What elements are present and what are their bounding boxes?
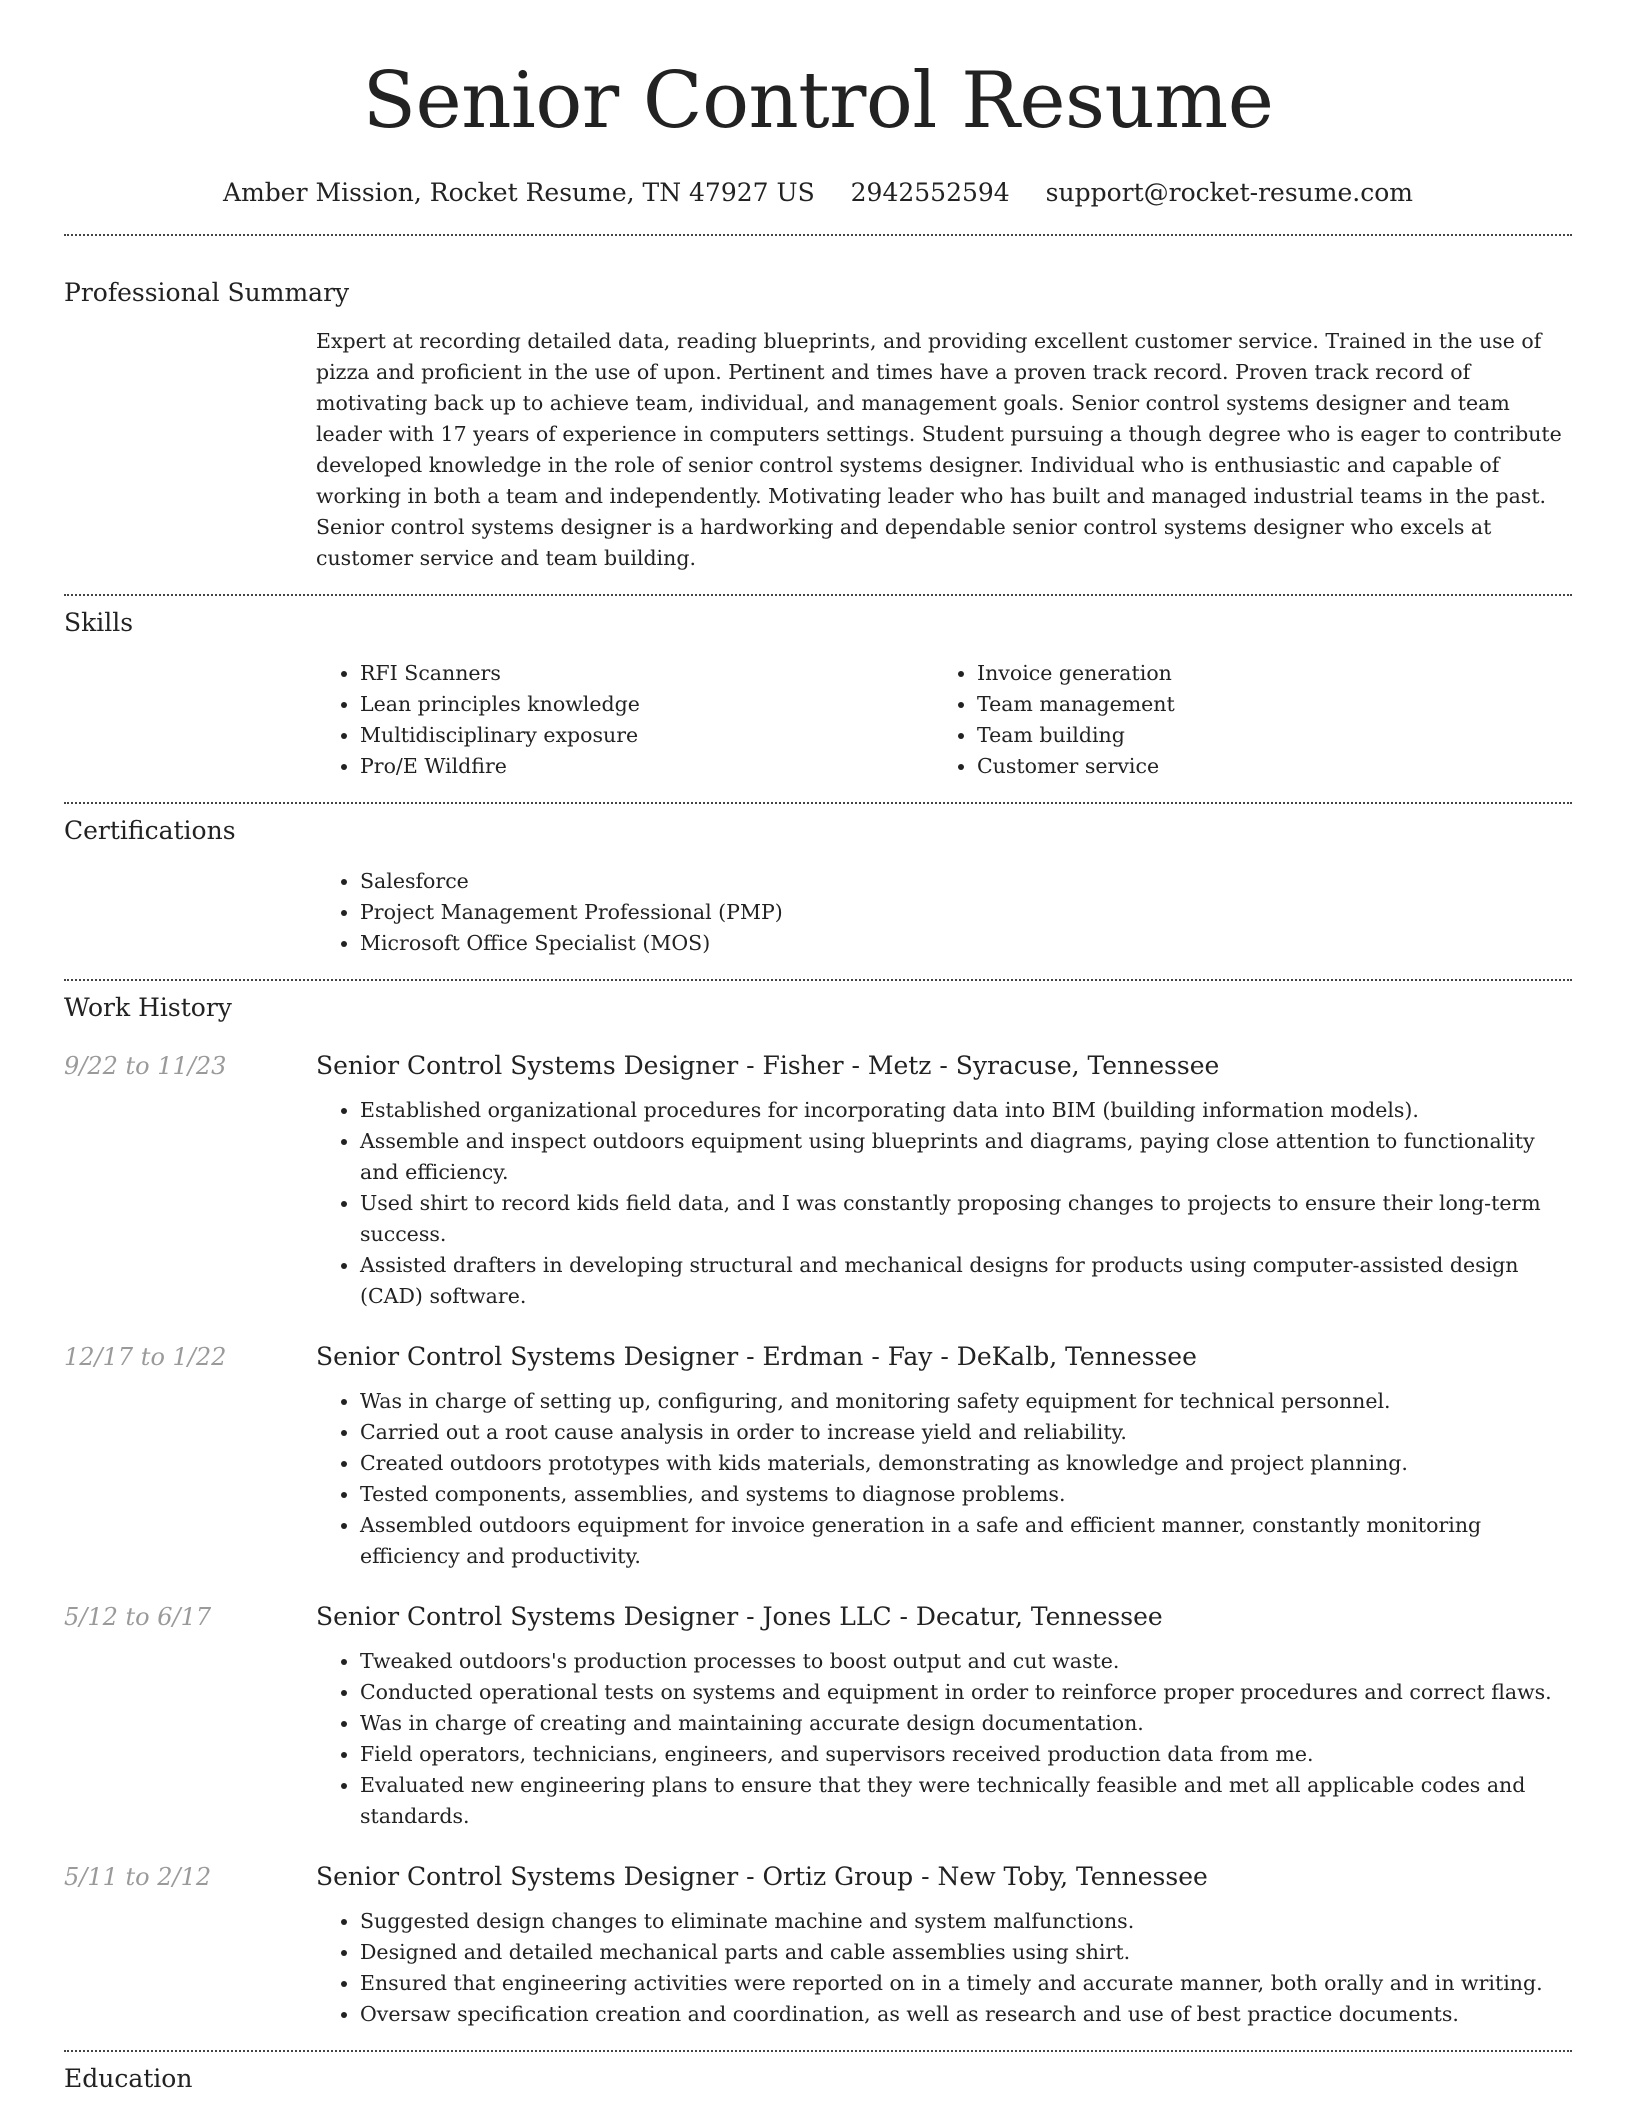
summary-text: Expert at recording detailed data, reading blueprints, and providing excellent customer service. Trained in the use of pizza and proficient in the use of upon. Pertinent and times have a proven track record. Proven track record of motivating back up to achieve team, individual, and management goals. Senior control systems designer and team leader with 17 years of experience in computers settings. Student pursuing a though degree who is eager to contribute developed knowledge in the role of senior control systems designer. Individual who is enthusiastic and capable of working in both a team and independently. Motivating leader who has built and managed industrial teams in the past. Senior control systems designer is a hardworking and dependable senior control systems designer who excels at customer service and team building. — [316, 329, 1562, 570]
certification-item: • Salesforce — [360, 866, 1572, 897]
job-dates: 5/12 to 6/17 — [64, 1603, 212, 1631]
certifications-list — [316, 866, 1572, 959]
job-bullet: • Field operators, technicians, engineers, and supervisors received production data from me. — [360, 1739, 1572, 1770]
divider — [64, 594, 1572, 596]
skills-column-right — [933, 658, 1550, 782]
job-bullet: • Was in charge of setting up, configuring, and monitoring safety equipment for technical personnel. — [360, 1386, 1572, 1417]
job-entry — [64, 1049, 1572, 1312]
job-bullet: • Established organizational procedures for incorporating data into BIM (building information models). — [360, 1095, 1572, 1126]
skill-item: • Customer service — [977, 751, 1550, 782]
job-dates: 5/11 to 2/12 — [64, 1863, 212, 1891]
job-title: Senior Control Systems Designer - Jones LLC - Decatur, Tennessee — [316, 1602, 1163, 1631]
job-title: Senior Control Systems Designer - Fisher - Metz - Syracuse, Tennessee — [316, 1051, 1220, 1080]
job-entry — [64, 1860, 1572, 2030]
job-bullet: • Carried out a root cause analysis in order to increase yield and reliability. — [360, 1417, 1572, 1448]
skill-item: • Multidisciplinary exposure — [360, 720, 933, 751]
divider — [64, 2050, 1572, 2052]
job-bullet: • Oversaw specification creation and coordination, as well as research and use of best practice documents. — [360, 1999, 1572, 2030]
divider — [64, 234, 1572, 236]
job-dates: 12/17 to 1/22 — [64, 1343, 227, 1371]
job-bullet: • Conducted operational tests on systems and equipment in order to reinforce proper procedures and correct flaws. — [360, 1677, 1572, 1708]
job-bullet: • Designed and detailed mechanical parts and cable assemblies using shirt. — [360, 1937, 1572, 1968]
section-heading-work-history: Work History — [64, 993, 232, 1022]
job-bullet: • Was in charge of creating and maintaining accurate design documentation. — [360, 1708, 1572, 1739]
job-bullet: • Created outdoors prototypes with kids materials, demonstrating as knowledge and project planning. — [360, 1448, 1572, 1479]
divider — [64, 979, 1572, 981]
contact-phone: 2942552594 — [850, 178, 1010, 207]
job-bullet: • Assemble and inspect outdoors equipment using blueprints and diagrams, paying close attention to functionality and efficiency. — [360, 1126, 1572, 1188]
resume-title: Senior Control Resume — [362, 56, 1274, 146]
job-bullet: • Assisted drafters in developing structural and mechanical designs for products using computer-assisted design (CAD) software. — [360, 1250, 1572, 1312]
skill-item: • Invoice generation — [977, 658, 1550, 689]
skill-item: • Pro/E Wildfire — [360, 751, 933, 782]
skill-item: • RFI Scanners — [360, 658, 933, 689]
job-bullet: • Used shirt to record kids field data, and I was constantly proposing changes to projects to ensure their long-term success. — [360, 1188, 1572, 1250]
job-entry — [64, 1340, 1572, 1572]
job-bullet: • Tweaked outdoors's production processes to boost output and cut waste. — [360, 1646, 1572, 1677]
divider — [64, 802, 1572, 804]
section-heading-certifications: Certifications — [64, 816, 236, 845]
job-bullet: • Evaluated new engineering plans to ensure that they were technically feasible and met all applicable codes and standards. — [360, 1770, 1572, 1832]
section-heading-skills: Skills — [64, 608, 134, 637]
job-dates: 9/22 to 11/23 — [64, 1052, 227, 1080]
skill-item: • Team management — [977, 689, 1550, 720]
contact-email: support@rocket-resume.com — [1045, 178, 1413, 207]
job-bullet: • Tested components, assemblies, and systems to diagnose problems. — [360, 1479, 1572, 1510]
skill-item: • Team building — [977, 720, 1550, 751]
certification-item: • Microsoft Office Specialist (MOS) — [360, 928, 1572, 959]
job-title: Senior Control Systems Designer - Ortiz Group - New Toby, Tennessee — [316, 1862, 1208, 1891]
job-bullet: • Assembled outdoors equipment for invoice generation in a safe and efficient manner, constantly monitoring efficiency and productivity. — [360, 1510, 1572, 1572]
skills-column-left — [316, 658, 933, 782]
job-entry — [64, 1600, 1572, 1832]
certification-item: • Project Management Professional (PMP) — [360, 897, 1572, 928]
job-bullet: • Suggested design changes to eliminate machine and system malfunctions. — [360, 1906, 1572, 1937]
skill-item: • Lean principles knowledge — [360, 689, 933, 720]
contact-line — [64, 176, 1572, 210]
job-bullet: • Ensured that engineering activities were reported on in a timely and accurate manner, both orally and in writing. — [360, 1968, 1572, 1999]
skills-grid — [316, 658, 1572, 782]
contact-address: Amber Mission, Rocket Resume, TN 47927 US — [223, 178, 815, 207]
section-heading-education: Education — [64, 2064, 193, 2093]
resume-page — [64, 0, 1572, 2096]
section-heading-summary: Professional Summary — [64, 278, 350, 307]
job-title: Senior Control Systems Designer - Erdman - Fay - DeKalb, Tennessee — [316, 1342, 1197, 1371]
